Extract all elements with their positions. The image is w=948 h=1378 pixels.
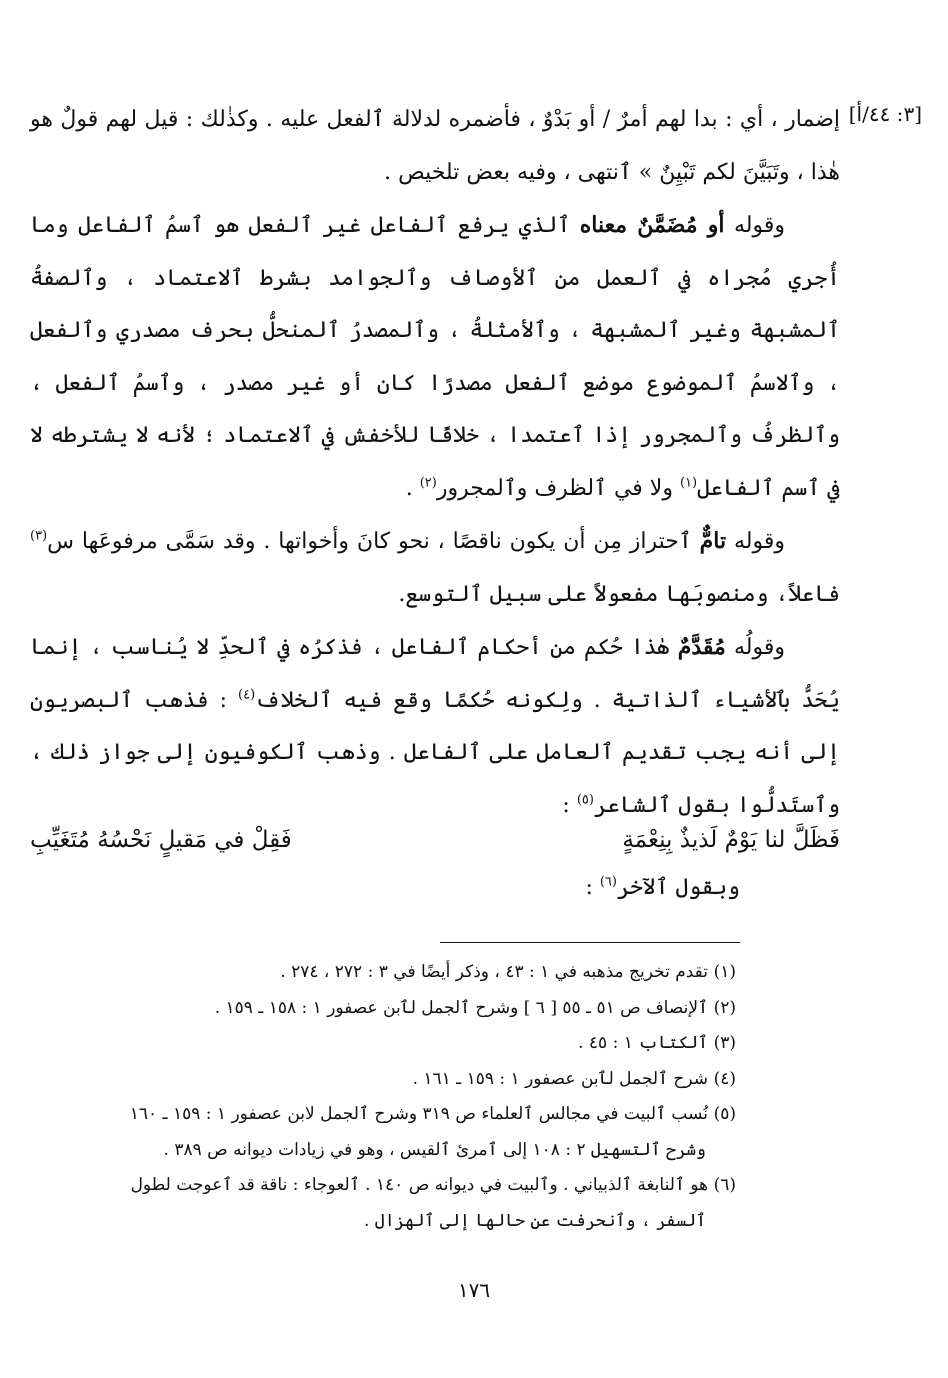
footnote-marker: (١) <box>679 475 698 491</box>
footnote-number: (١) <box>713 962 736 982</box>
text-run: ٱحتراز مِن أن يكون ناقصًا ، نحو كانَ وأخواتها . وقد سَمَّى مرفوعَها س <box>47 529 700 554</box>
text-run: : فذهب ٱلبصريون إلى أنه يجب تقديم ٱلعامل على ٱلفاعل . وذهب ٱلكوفيون إلى جواز ذٰلك ، وٱستَدلُّوا بقول ٱلشاعر <box>30 687 840 818</box>
footnote-text: تقدم تخريج مذهبه في ١ : ٤٣ ، وذكر أيضًا في ٣ : ٢٧٢ ، ٢٧٤ . <box>280 962 708 982</box>
footnote-line <box>30 1062 736 1098</box>
second-poet-intro-text: وبقول ٱلآخر <box>616 875 740 900</box>
footnote-line <box>30 955 736 991</box>
footnote-text: شرح ٱلجمل لٱبن عصفور ١ : ١٥٩ ـ ١٦١ . <box>412 1068 708 1089</box>
bold-keyword: مُقَدَّمٌ <box>677 634 726 660</box>
text-run: وقوله <box>726 529 785 554</box>
footnote-text: وشرح ٱلتسهيل ٢ : ١٠٨ إلى ٱمرئ ٱلقيس ، وهو في زيادات ديوانه ص ٣٨٩ . <box>163 1139 706 1160</box>
bold-keyword: تامٌّ <box>699 528 727 554</box>
footnote-number: (٦) <box>713 1175 736 1195</box>
text-run: : <box>562 792 577 818</box>
footnote-marker: (٥) <box>576 792 594 808</box>
page-number: ١٧٦ <box>457 1278 491 1302</box>
footnote-marker: (٦) <box>599 874 617 890</box>
poetry-verse <box>30 814 840 866</box>
footnote-text: هو ٱلنابغة ٱلذبياني . وٱلبيت في ديوانه ص ١٤٠ . ٱلعوجاء : ناقة قد ٱعوجت لطول <box>130 1175 708 1195</box>
verse-first-hemistich: فَظَلَّ لنا يَوْمٌ لَذيذٌ بِنِعْمَةٍ <box>622 827 840 853</box>
paragraph <box>30 515 840 621</box>
text-run: فاعلاً، ومنصوبَها مفعولاً على سبيل ٱلتوسع. <box>398 581 840 607</box>
footnote-text: ٱلإنصاف ص ٥١ ـ ٥٥ [ ٦ ] وشرح ٱلجمل لٱبن عصفور ١ : ١٥٨ ـ ١٥٩ . <box>214 997 708 1018</box>
footnote-line <box>30 1204 736 1240</box>
text-run: ٱلذي يرفع ٱلفاعل غير ٱلفعل هو ٱسمُ ٱلفاعل وما أُجري مُجراه في ٱلعمل من ٱلأوصاف وٱلجوامد بشرط ٱلاعتماد ، وٱلصفةُ ٱلمشبهة وغير ٱلمشبهة ، وٱلأمثلةُ ، وٱلمصدرُ ٱلمنحلُّ بحرف مصدري وٱلفعل ، وٱلاسمُ ٱلموضوع موضع ٱلفعل مصدرًا كان أو غير مصدر ، وٱسمُ ٱلفعل ، وٱلظرفُ وٱلمجرور إذا ٱعتمدا ، خلافًا للأخفش في ٱلاعتماد ؛ لأنه لا يشترطه لا في ٱسم ٱلفاعل <box>30 213 840 501</box>
footnote-number: (٢) <box>713 997 736 1018</box>
footnote-line <box>30 991 736 1027</box>
footnote-text: نُسب ٱلبيت في مجالس ٱلعلماء ص ٣١٩ وشرح ٱلجمل لابن عصفور ١ : ١٥٩ ـ ١٦٠ <box>129 1104 708 1124</box>
footnote-line <box>30 1168 736 1204</box>
footnote-number: (٣) <box>713 1033 736 1053</box>
paragraph <box>30 199 840 515</box>
text-run: هٰذا حُكم من أحكام ٱلفاعل ، فذكرُه في ٱلحدِّ لا يُناسب ، إنما يُحَدُّ بٱلأشياء ٱلذاتية . ولِكونه حُكمًا وقع فيه ٱلخلاف <box>30 635 840 713</box>
footnote-number: (٤) <box>713 1068 736 1089</box>
bold-keyword: أو مُضَمَّنٌ معناه <box>579 212 725 238</box>
footnote-text: ٱلسفر ، وٱنحرفت عن حالها إلى ٱلهزال . <box>363 1210 706 1231</box>
footnote-line <box>30 1097 736 1133</box>
footnotes <box>30 955 736 1239</box>
text-run: إضمار ، أي : بدا لهم أمرٌ / أو بَدْوٌ ، فأضمره لدلالة ٱلفعل عليه . وكذٰلك : قيل لهم قولٌ هو هٰذا ، وتَبَيَّنَ لكم تَبْيِنٌ » ٱنتهى ، وفيه بعض تلخيص . <box>30 107 840 185</box>
text-run: . <box>405 475 420 501</box>
second-poet-intro-colon: : <box>585 875 600 900</box>
text-run: وقولُه <box>725 635 785 660</box>
footnote-line <box>30 1026 736 1062</box>
paragraph <box>30 94 840 199</box>
text-run: وقوله <box>724 213 785 238</box>
verse-second-hemistich: فَقِلْ في مَقيلٍ نَحْسُهُ مُتَغَيِّبِ <box>30 827 292 853</box>
footnote-marker: (٢) <box>419 475 437 491</box>
paragraph <box>30 621 840 832</box>
footnote-text: ٱلكتاب ١ : ٤٥ . <box>578 1033 708 1053</box>
text-run: ولا في ٱلظرف وٱلمجرور <box>436 475 680 501</box>
margin-manuscript-reference: [٣: ٤٤/أ] <box>848 102 922 126</box>
footnote-separator <box>440 942 740 943</box>
footnote-line <box>30 1133 736 1169</box>
main-text-body <box>30 94 840 832</box>
footnote-marker: (٣) <box>30 528 48 544</box>
second-poet-intro <box>585 862 740 914</box>
footnote-number: (٥) <box>713 1104 736 1124</box>
footnote-marker: (٤) <box>238 687 256 703</box>
